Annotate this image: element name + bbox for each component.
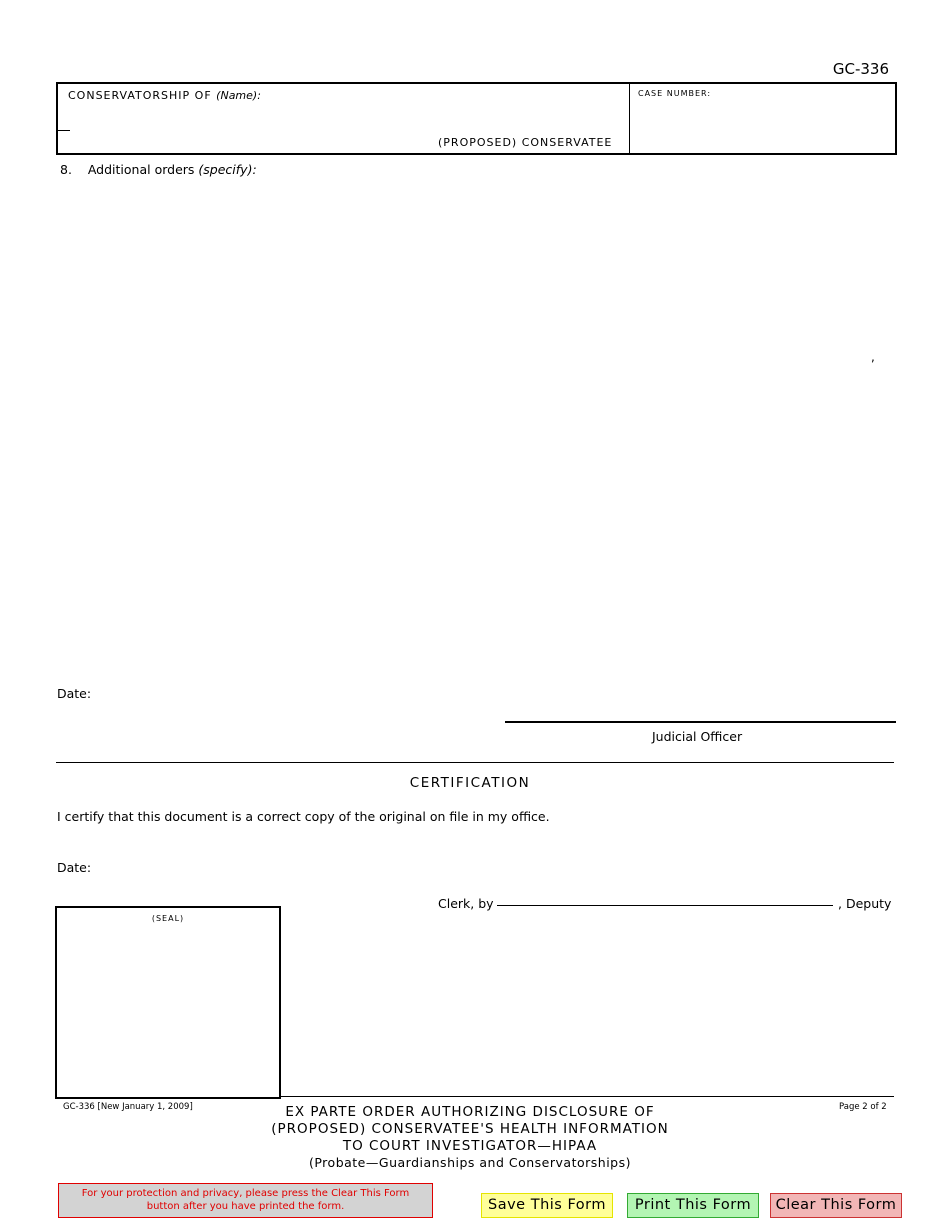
clerk-by-label: Clerk, by: [438, 896, 494, 911]
order-date-label: Date:: [57, 686, 92, 701]
conservatorship-of-text: CONSERVATORSHIP OF: [68, 89, 212, 102]
certification-text: I certify that this document is a correct copy of the original on file in my office.: [57, 809, 550, 824]
case-number-label: CASE NUMBER:: [638, 89, 712, 98]
clerk-signature-line: [497, 905, 833, 906]
item-8-hint: (specify):: [198, 162, 257, 177]
form-number: GC-336: [832, 60, 889, 78]
title-line-1: EX PARTE ORDER AUTHORIZING DISCLOSURE OF: [285, 1104, 655, 1120]
certification-date-label: Date:: [57, 860, 92, 875]
judicial-officer-label: Judicial Officer: [652, 729, 743, 744]
privacy-notice: [58, 1183, 433, 1218]
proposed-conservatee-label: (PROPOSED) CONSERVATEE: [438, 136, 613, 149]
deputy-label: , Deputy: [838, 896, 892, 911]
judicial-officer-signature-line: [505, 721, 896, 723]
certification-divider: [56, 762, 894, 763]
certification-title: CERTIFICATION: [409, 775, 531, 791]
title-line-3: TO COURT INVESTIGATOR—HIPAA: [342, 1138, 598, 1154]
item-8-number: 8.: [60, 162, 72, 177]
form-subtitle: (Probate—Guardianships and Conservatorships): [308, 1155, 631, 1170]
name-field-tick: [58, 130, 70, 131]
seal-box: [55, 906, 281, 1099]
stray-comma: ,: [871, 350, 875, 364]
page-number: Page 2 of 2: [839, 1102, 887, 1112]
item-8-additional-orders: [60, 162, 257, 177]
clear-form-button[interactable]: Clear This Form: [770, 1193, 902, 1218]
name-hint: (Name):: [216, 89, 261, 102]
footer-rule: [279, 1096, 894, 1097]
title-line-2: (PROPOSED) CONSERVATEE'S HEALTH INFORMATION: [271, 1121, 669, 1137]
privacy-notice-line-2: button after you have printed the form.: [146, 1201, 345, 1212]
privacy-notice-line-1: For your protection and privacy, please press the Clear This Form: [81, 1188, 410, 1199]
save-form-button[interactable]: Save This Form: [481, 1193, 613, 1218]
form-revision: GC-336 [New January 1, 2009]: [63, 1102, 193, 1112]
seal-label: (SEAL): [151, 914, 185, 923]
conservatorship-label: [68, 89, 261, 102]
caption-box: [56, 82, 897, 155]
caption-divider: [629, 84, 630, 153]
item-8-label: Additional orders: [87, 162, 195, 177]
print-form-button[interactable]: Print This Form: [627, 1193, 759, 1218]
form-title: [0, 1104, 940, 1171]
